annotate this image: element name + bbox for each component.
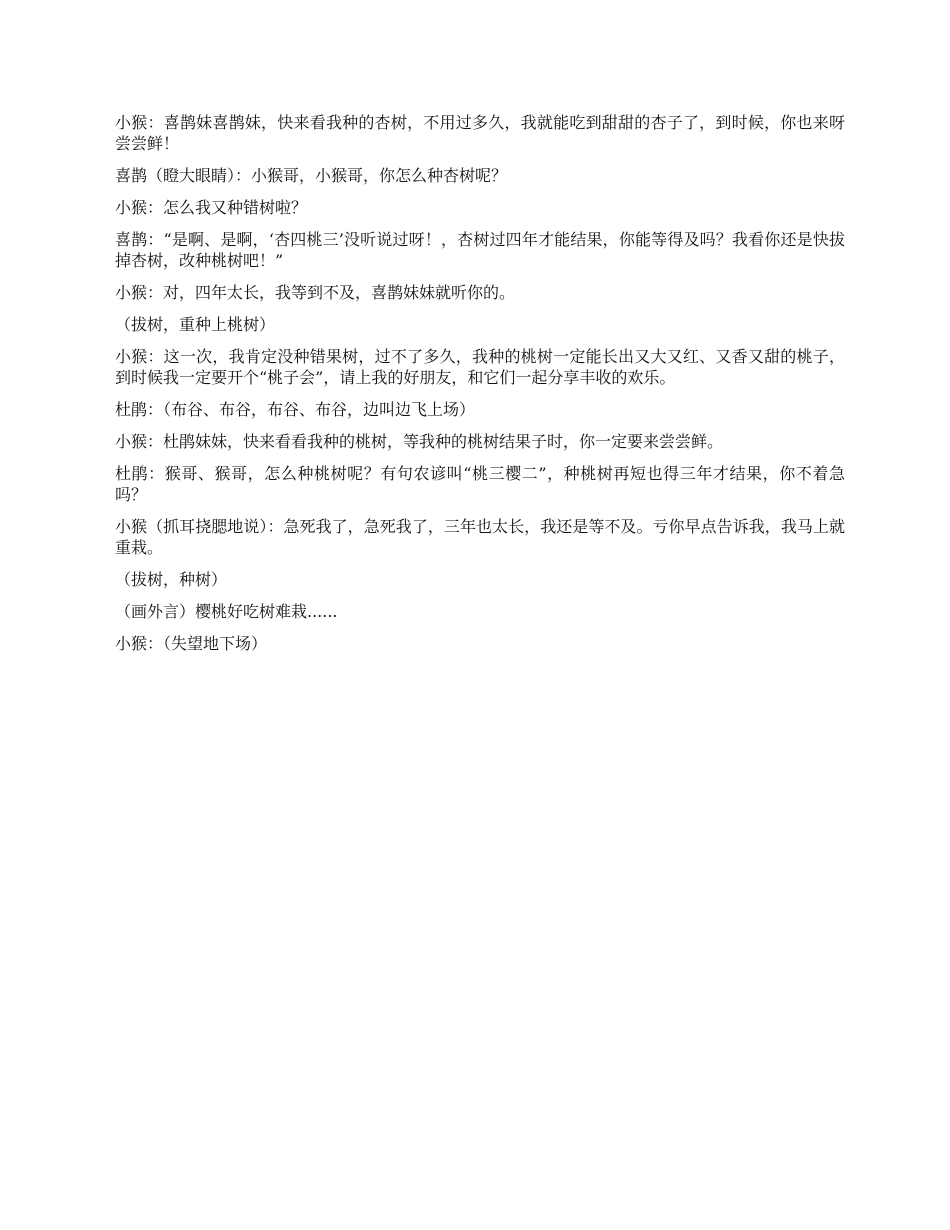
paragraph-10: 杜鹃：猴哥、猴哥，怎么种桃树呢？有句农谚叫“桃三樱二”，种桃树再短也得三年才结果，你不着急吗？ [115, 464, 845, 504]
paragraph-9: 小猴：杜鹃妹妹，快来看看我种的桃树，等我种的桃树结果子时，你一定要来尝尝鲜。 [115, 432, 724, 451]
paragraph-5: 小猴：对，四年太长，我等到不及，喜鹊妹妹就听你的。 [115, 283, 516, 302]
paragraph-7: 小猴：这一次，我肯定没种错果树，过不了多久，我种的桃树一定能长出又大又红、又香又甜的桃子，到时候我一定要开个“桃子会”，请上我的好朋友，和它们一起分享丰收的欢乐。 [115, 347, 845, 387]
paragraph-4: 喜鹊：“是啊、是啊，‘杏四桃三’没听说过呀！，杏树过四年才能结果，你能等得及吗？我看你还是快拔掉杏树，改种桃树吧！” [115, 230, 845, 270]
document-body [115, 112, 845, 665]
paragraph-2: 喜鹊（瞪大眼睛）：小猴哥，小猴哥，你怎么种杏树呢？ [115, 166, 508, 185]
paragraph-14: 小猴：（失望地下场） [115, 634, 268, 653]
paragraph-1: 小猴：喜鹊妹喜鹊妹，快来看我种的杏树，不用过多久，我就能吃到甜甜的杏子了，到时候，你也来呀尝尝鲜！ [115, 113, 845, 153]
paragraph-11: 小猴（抓耳挠腮地说）：急死我了，急死我了，三年也太长，我还是等不及。亏你早点告诉我，我马上就重栽。 [115, 517, 845, 557]
paragraph-6: （拔树，重种上桃树） [115, 315, 276, 334]
paragraph-13: （画外言）樱桃好吃树难栽...... [115, 602, 338, 621]
paragraph-8: 杜鹃：（布谷、布谷，布谷、布谷，边叫边飞上场） [115, 400, 476, 419]
paragraph-3: 小猴：怎么我又种错树啦？ [115, 198, 308, 217]
paragraph-12: （拔树，种树） [115, 570, 228, 589]
